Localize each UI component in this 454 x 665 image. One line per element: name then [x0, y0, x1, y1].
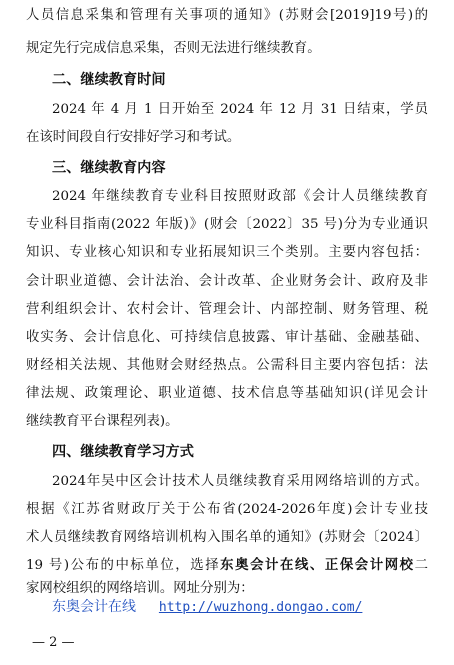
paragraph-text: 二	[414, 558, 428, 573]
website-label: 东奥会计在线	[52, 599, 136, 615]
paragraph-line: 会计职业道德、会计法治、会计改革、企业财务会计、政府及非	[26, 274, 428, 289]
paragraph-line: 专业科目指南(2022 年版)》(财会〔2022〕35 号)分为专业通识	[26, 217, 428, 232]
paragraph-line: 2024年吴中区会计技术人员继续教育采用网络培训的方式。	[52, 474, 428, 489]
paragraph-line: 家网校组织的网络培训。网址分别为：	[26, 581, 254, 596]
emphasized-school-names: 东奥会计在线、正保会计网校	[220, 558, 415, 573]
paragraph-line: 在该时间段自行安排好学习和考试。	[26, 130, 241, 145]
paragraph-line: 2024 年 4 月 1 日开始至 2024 年 12 月 31 日结束，学员	[52, 102, 428, 117]
section-heading-method: 四、继续教育学习方式	[52, 444, 194, 460]
paragraph-line: 人员信息采集和管理有关事项的通知》(苏财会[2019]19号)的	[26, 8, 428, 23]
paragraph-line: 收实务、会计信息化、可持续信息披露、审计基础、金融基础、	[26, 330, 428, 345]
section-heading-time: 二、继续教育时间	[52, 72, 166, 88]
paragraph-line: 规定先行完成信息采集，否则无法进行继续教育。	[26, 41, 321, 56]
paragraph-line: 2024 年继续教育专业科目按照财政部《会计人员继续教育	[52, 189, 428, 204]
website-row	[52, 597, 362, 618]
paragraph-text: 19 号)公布的中标单位，选择	[26, 558, 221, 573]
website-link[interactable]: http://wuzhong.dongao.com/	[158, 600, 363, 615]
paragraph-line: 财经相关法规、其他财会财经热点。公需科目主要内容包括：法	[26, 358, 428, 373]
paragraph-line: 知识、专业核心知识和专业拓展知识三个类别。主要内容包括：	[26, 245, 428, 260]
section-heading-content: 三、继续教育内容	[52, 160, 166, 176]
paragraph-line: 继续教育平台课程列表)。	[26, 414, 179, 429]
paragraph-line: 术人员继续教育网络培训机构入围名单的通知》(苏财会〔2024〕	[26, 530, 428, 545]
page-number: — 2 —	[32, 635, 75, 650]
paragraph-line: 营利组织会计、农村会计、管理会计、内部控制、财务管理、税	[26, 302, 428, 317]
paragraph-line	[26, 556, 428, 576]
paragraph-line: 律法规、政策理论、职业道德、技术信息等基础知识(详见会计	[26, 386, 428, 401]
paragraph-line: 根据《江苏省财政厅关于公布省(2024-2026年度)会计专业技	[26, 502, 428, 517]
